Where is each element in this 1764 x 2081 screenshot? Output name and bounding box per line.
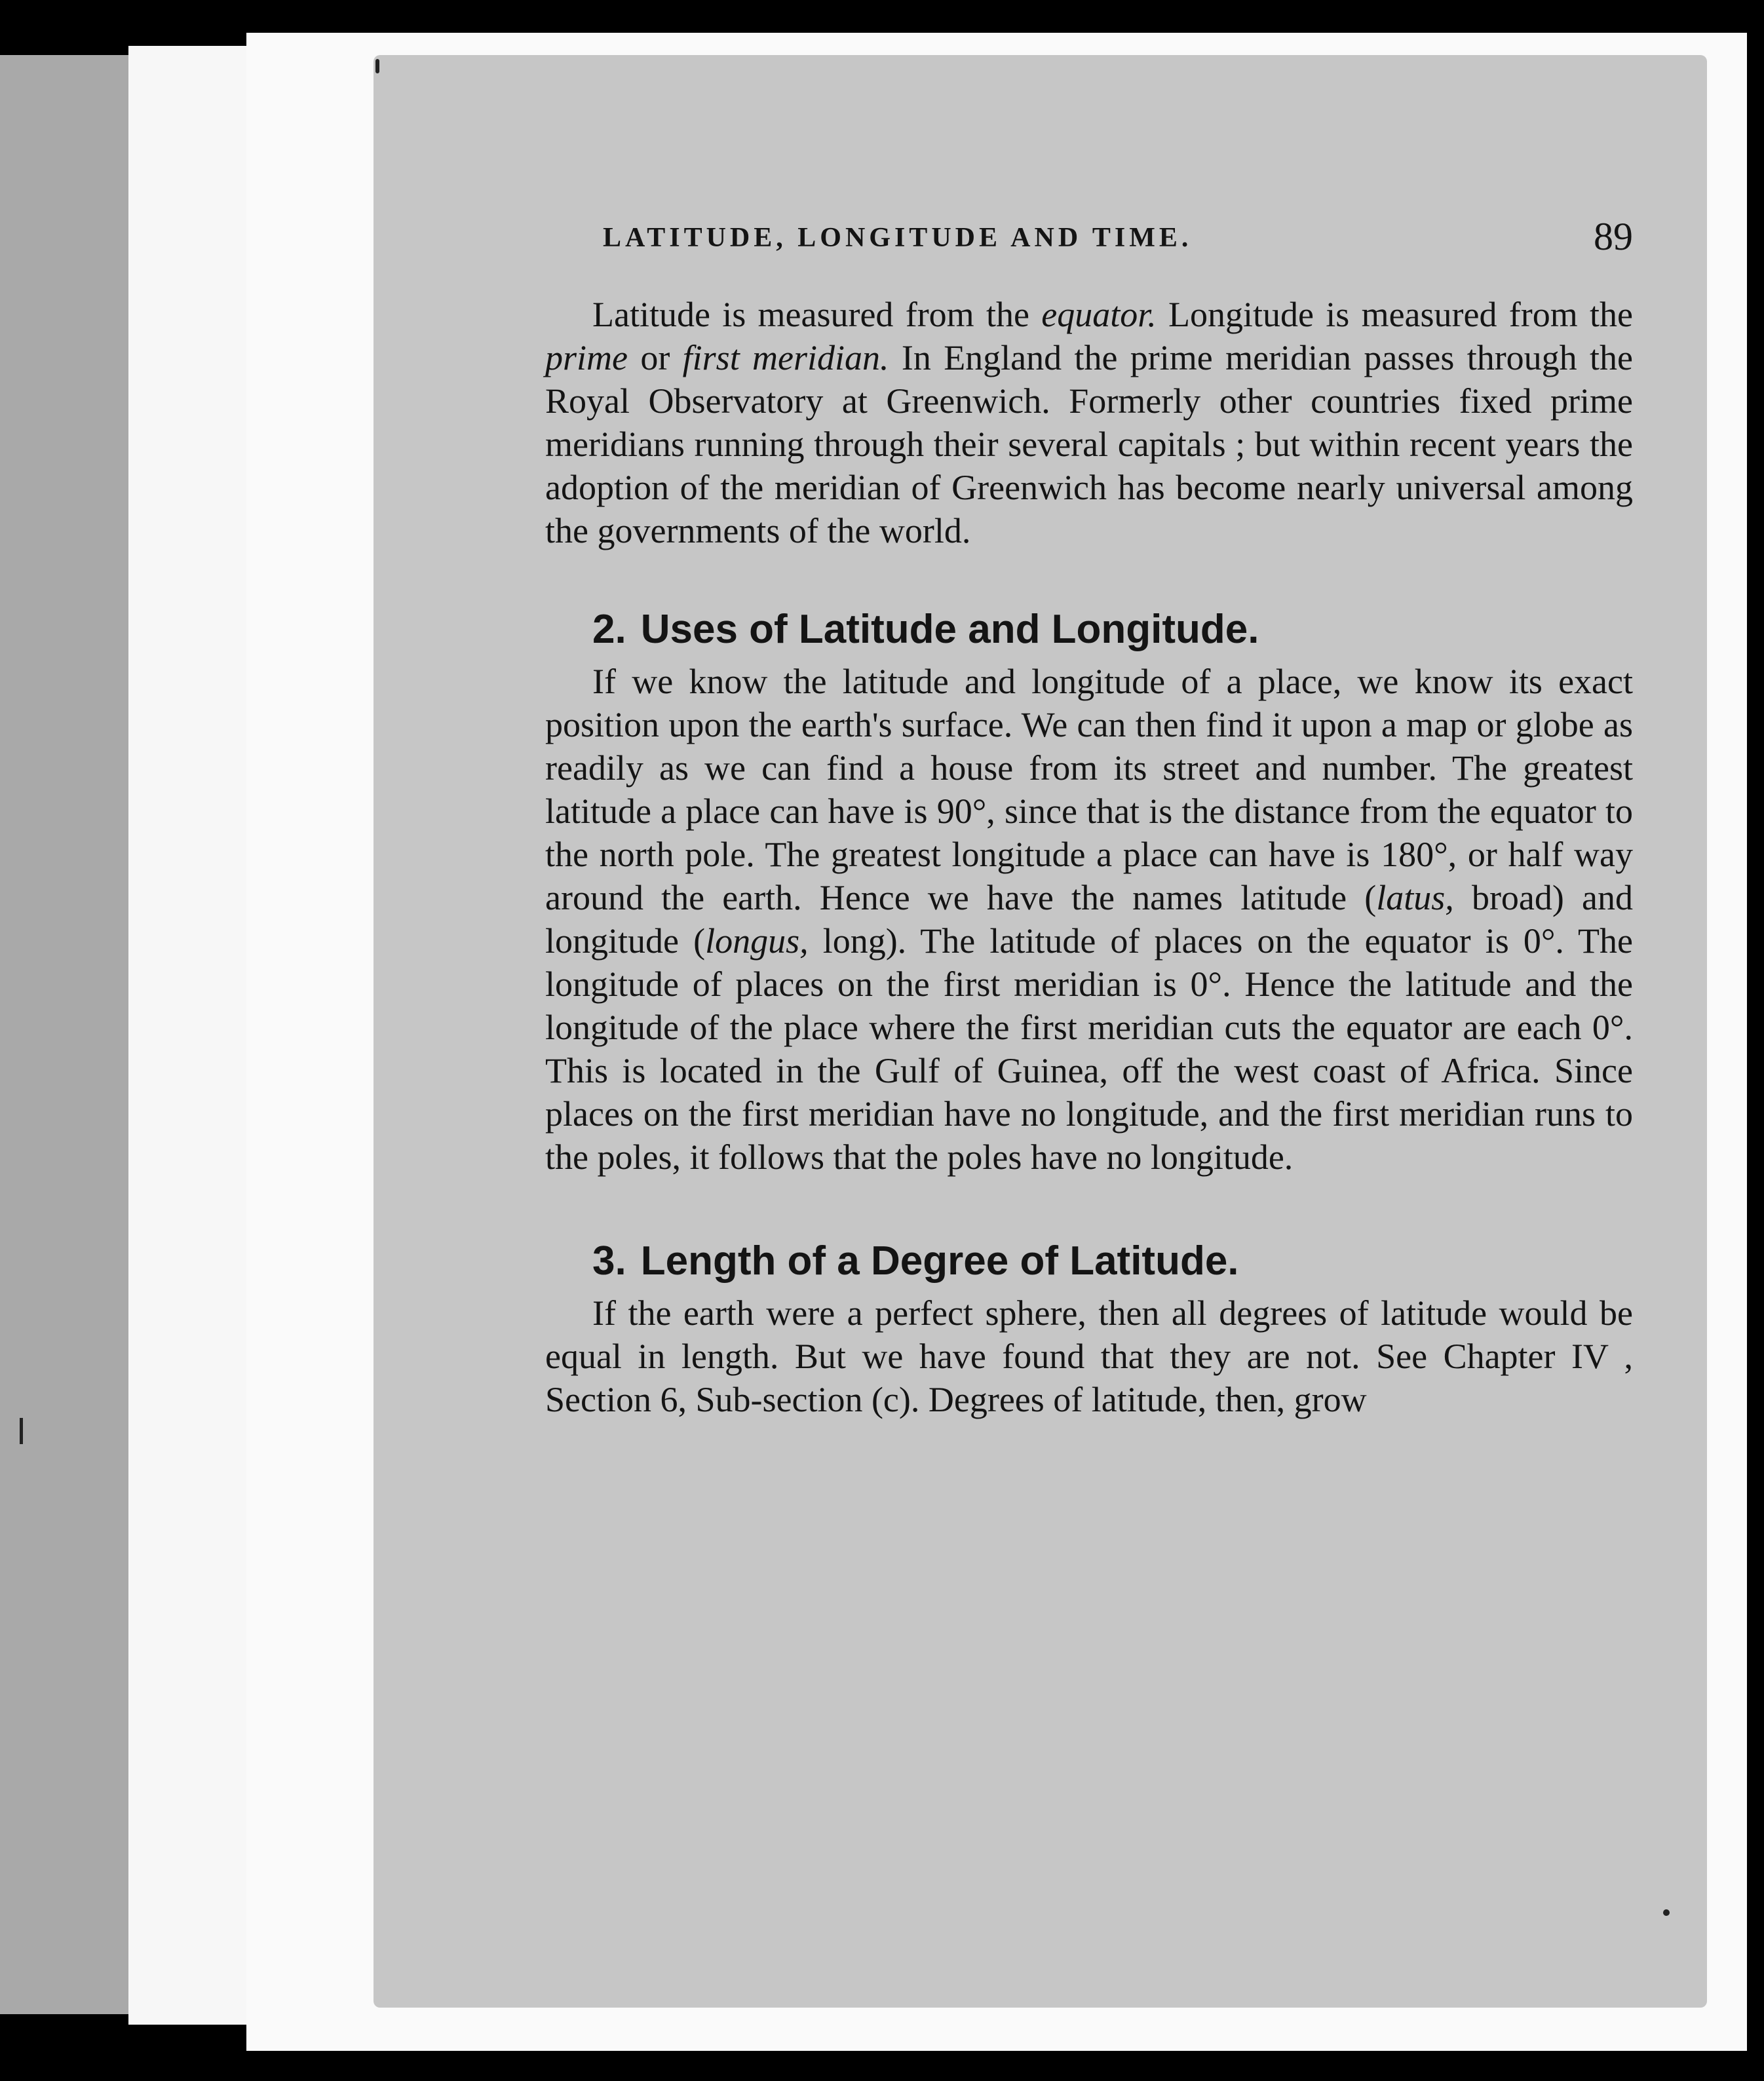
italic-term: prime bbox=[545, 338, 628, 377]
italic-term: first meridian. bbox=[682, 338, 889, 377]
text-run: or bbox=[627, 338, 683, 377]
page-text bbox=[545, 215, 1633, 1421]
printed-page bbox=[374, 55, 1707, 2008]
italic-term: longus, bbox=[705, 921, 809, 961]
paragraph-prime-meridian bbox=[545, 293, 1633, 552]
page-number: 89 bbox=[1594, 215, 1633, 258]
italic-term: equator. bbox=[1041, 295, 1157, 334]
section-heading-degree-length bbox=[545, 1236, 1633, 1286]
section-title: Uses of Latitude and Longitude. bbox=[640, 607, 1259, 652]
section-number: 3. bbox=[592, 1238, 626, 1284]
scan-speck bbox=[1663, 1909, 1670, 1916]
text-run: broad) and longitude ( bbox=[545, 878, 1633, 961]
section-heading-uses bbox=[545, 605, 1633, 655]
running-head-title: LATITUDE, LONGITUDE AND TIME. bbox=[603, 223, 1193, 253]
paragraph-degree-length bbox=[545, 1291, 1633, 1421]
text-run: Longitude is measured from the bbox=[1156, 295, 1633, 334]
section-title: Length of a Degree of Latitude. bbox=[640, 1238, 1239, 1284]
running-head bbox=[545, 215, 1633, 281]
paragraph-uses bbox=[545, 660, 1633, 1179]
facing-page-edge bbox=[0, 55, 128, 2014]
text-run: In England the prime meridian passes through the Royal Observatory at Greenwich. Formerly other countries fixed prime meridians running through their several capitals ; but within recent years the adoption of the meridian of Greenwich has become nearly universal among the governments of the world. bbox=[545, 338, 1633, 550]
text-run: If the earth were a perfect sphere, then all degrees of latitude would be equal in length. But we have found that they are not. See Chapter IV , Section 6, Sub-section (c). Degrees of latitude, then, grow bbox=[545, 1293, 1633, 1419]
section-number: 2. bbox=[592, 607, 626, 652]
facing-page-mark bbox=[20, 1418, 23, 1444]
text-run: If we know the latitude and longitude of a place, we know its exact position upon the earth's surface. We can then find it upon a map or globe as readily as we can find a house from its street and number. The greatest latitude a place can have is 90°, since that is the distance from the equator to the north pole. The greatest longitude a place can have is 180°, or half way around the earth. Hence we have the names latitude ( bbox=[545, 662, 1633, 917]
text-run: Latitude is measured from the bbox=[592, 295, 1042, 334]
scan-speck bbox=[375, 59, 379, 73]
page-gutter bbox=[128, 46, 246, 2025]
italic-term: latus, bbox=[1376, 878, 1454, 917]
text-run: long). The latitude of places on the equator is 0°. The longitude of places on the first meridian is 0°. Hence the latitude and the longitude of the place where the first meridian cuts the equator are each 0°. This is located in the Gulf of Guinea, off the west coast of Africa. Since places on the first meridian have no longitude, and the first meridian runs to the poles, it follows that the poles have no longitude. bbox=[545, 921, 1633, 1177]
